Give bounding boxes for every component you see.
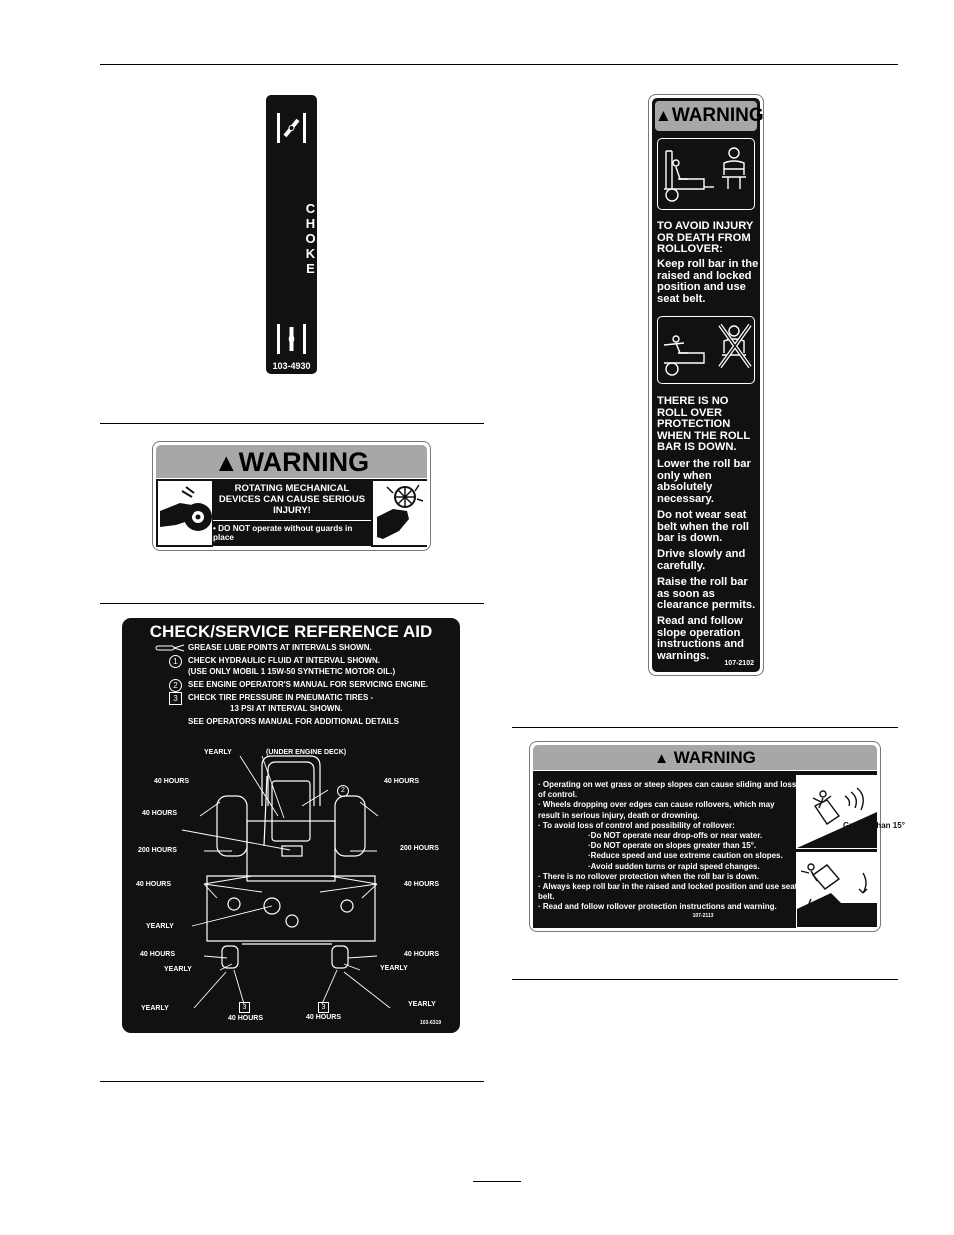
service-line-1a: CHECK HYDRAULIC FLUID AT INTERVAL SHOWN. [188,656,380,665]
label-40-hours-right-top: 40 HOURS [384,778,420,785]
slope-warning-heading: WARNING [673,748,756,767]
rotating-part-number: 103-5881 [349,563,371,569]
slope-sub-4: ·Avoid sudden turns or rapid speed changes. [588,861,760,871]
slope-sub-2: ·Do NOT operate on slopes greater than 15°. [588,841,757,851]
num-square-3-bottom-right-label: 3 [321,1004,326,1011]
rollover-warning-header [655,101,764,131]
num-square-3-bottom-left [239,1002,250,1013]
num-circle-2-diagram [337,785,349,797]
service-line-2: SEE ENGINE OPERATOR'S MANUAL FOR SERVICING ENGINE. [188,680,429,689]
label-40-hours-bottom-left: 40 HOURS [228,1015,264,1022]
divider-rule-3 [100,1081,484,1082]
label-yearly-left-mid: YEARLY [146,923,174,930]
label-40-hours-left-top: 40 HOURS [154,778,190,785]
choke-open-icon [276,113,307,143]
divider-rule-2 [100,603,484,604]
rollover-warning-decal [648,94,764,676]
divider-rule-5 [512,979,898,980]
slope-bullet-5: · Always keep roll bar in the raised and locked position and use seat belt. [538,882,798,902]
hand-fan-icon [373,481,427,545]
num-circle-1-label: 1 [173,657,178,666]
rollover-decal-panel [652,98,764,672]
label-200-hours-right: 200 HOURS [400,845,439,852]
num-circle-1 [169,655,182,668]
warning-triangle-icon: ▲ [654,750,669,767]
page-number-rule [473,1181,521,1182]
divider-rule-1 [100,423,484,424]
slope-bullet-2: · Wheels dropping over edges can cause rollovers, which may result in serious injury, death or drowning. [538,800,775,820]
label-yearly-right-low: YEARLY [380,965,408,972]
rotating-warning-decal [152,441,431,569]
rollover-p4: Lower the roll bar only when absolutely necessary. [657,458,751,505]
num-square-3-bottom-right [318,1002,329,1013]
hand-entanglement-icon [158,481,212,545]
service-line-3a: CHECK TIRE PRESSURE IN PNEUMATIC TIRES - [188,693,374,702]
num-square-3-bottom-left-label: 3 [242,1004,247,1011]
service-part-number: 103-6319 [420,1020,442,1026]
divider-rule-4 [512,727,898,728]
rotating-item-guards: • DO NOT operate without guards in place [213,524,353,542]
num-square-3-label: 3 [173,694,178,703]
slope-warning-decal [529,741,905,932]
slope-part-number: 107-2113 [692,912,714,919]
label-yearly-left-bottom: YEARLY [141,1005,169,1012]
slope-warning-text [538,780,798,919]
label-40-hours-left-mid: 40 HOURS [136,881,172,888]
grease-gun-icon [156,644,186,652]
num-square-3 [169,692,182,705]
choke-closed-icon [276,324,307,354]
choke-decal [266,95,317,374]
slope-sliding-mower-icon [796,775,905,849]
service-line-3b: 13 PSI AT INTERVAL SHOWN. [230,704,343,713]
warning-triangle-icon: ▲ [213,449,239,477]
rollover-p7: Raise the roll bar as soon as clearance permits. [657,576,756,612]
label-40-hours-bottom-right: 40 HOURS [306,1014,342,1021]
num-circle-2-diagram-label: 2 [341,787,345,794]
rollover-p1: TO AVOID INJURY OR DEATH FROM ROLLOVER: [657,220,754,256]
service-decal-title: CHECK/SERVICE REFERENCE AID [149,622,433,641]
slope-sub-3: ·Reduce speed and use extreme caution on slopes. [588,851,783,861]
label-40-hours-hydraulic: 40 HOURS [142,810,178,817]
rollover-warning-heading: WARNING [671,105,764,126]
rotating-hazard-text: ROTATING MECHANICAL DEVICES CAN CAUSE SERIOUS INJURY! [218,483,366,516]
warning-triangle-icon: ▲ [655,106,672,125]
num-circle-2-label: 2 [173,681,178,690]
rollover-p8: Read and follow slope operation instructions and warnings. [657,615,745,662]
label-yearly-left-low: YEARLY [164,966,192,973]
slope-label: Greater than 15° [843,821,905,830]
label-yearly-right-bottom: YEARLY [408,1001,436,1008]
slope-bullet-6: · Read and follow rollover protection instructions and warning. [538,902,777,912]
num-circle-2 [169,679,182,692]
slope-sub-1: ·Do NOT operate near drop-offs or near water. [588,831,763,841]
service-line-see: SEE OPERATORS MANUAL FOR ADDITIONAL DETAILS [188,717,399,726]
rollover-p5: Do not wear seat belt when the roll bar is down. [657,509,749,545]
rollover-p3: THERE IS NO ROLL OVER PROTECTION WHEN THE ROLL BAR IS DOWN. [657,395,751,454]
rollbar-up-seatbelt-icon [657,138,755,210]
choke-label: CHOKE [303,200,318,276]
label-yearly-top: YEARLY [204,749,232,756]
service-reference-decal [122,618,460,1033]
label-200-hours-left: 200 HOURS [138,847,177,854]
rotating-warning-heading: WARNING [238,447,370,477]
header-rule [100,64,898,65]
label-40-hours-right-mid: 40 HOURS [404,881,440,888]
rollover-p2: Keep roll bar in the raised and locked position and use seat belt. [657,258,759,305]
rotating-item-stop-engine: • Stop engine before opening cover [213,550,351,559]
label-40-hours-left-low: 40 HOURS [140,951,176,958]
rollover-drop-off-icon [796,852,878,928]
rollbar-down-no-seatbelt-icon [657,316,755,384]
rotating-warning-text [213,481,371,569]
slope-warning-header [533,745,877,770]
slope-bullet-4: · There is no rollover protection when the roll bar is down. [538,871,759,881]
service-line-grease: GREASE LUBE POINTS AT INTERVALS SHOWN. [188,643,372,652]
rotating-warning-header [156,445,427,478]
slope-bullet-1: · Operating on wet grass or steep slopes can cause sliding and loss of control. [538,780,797,800]
label-under-engine-deck: (UNDER ENGINE DECK) [266,749,347,756]
rollover-p6: Drive slowly and carefully. [657,548,746,572]
rollover-part-number: 107-2102 [724,660,754,667]
service-line-1b: (USE ONLY MOBIL 1 15W-50 SYNTHETIC MOTOR OIL.) [188,667,396,676]
label-40-hours-right-low: 40 HOURS [404,951,440,958]
choke-part-number: 103-4930 [272,361,311,371]
slope-bullet-3: · To avoid loss of control and possibility of rollover: [538,820,735,830]
